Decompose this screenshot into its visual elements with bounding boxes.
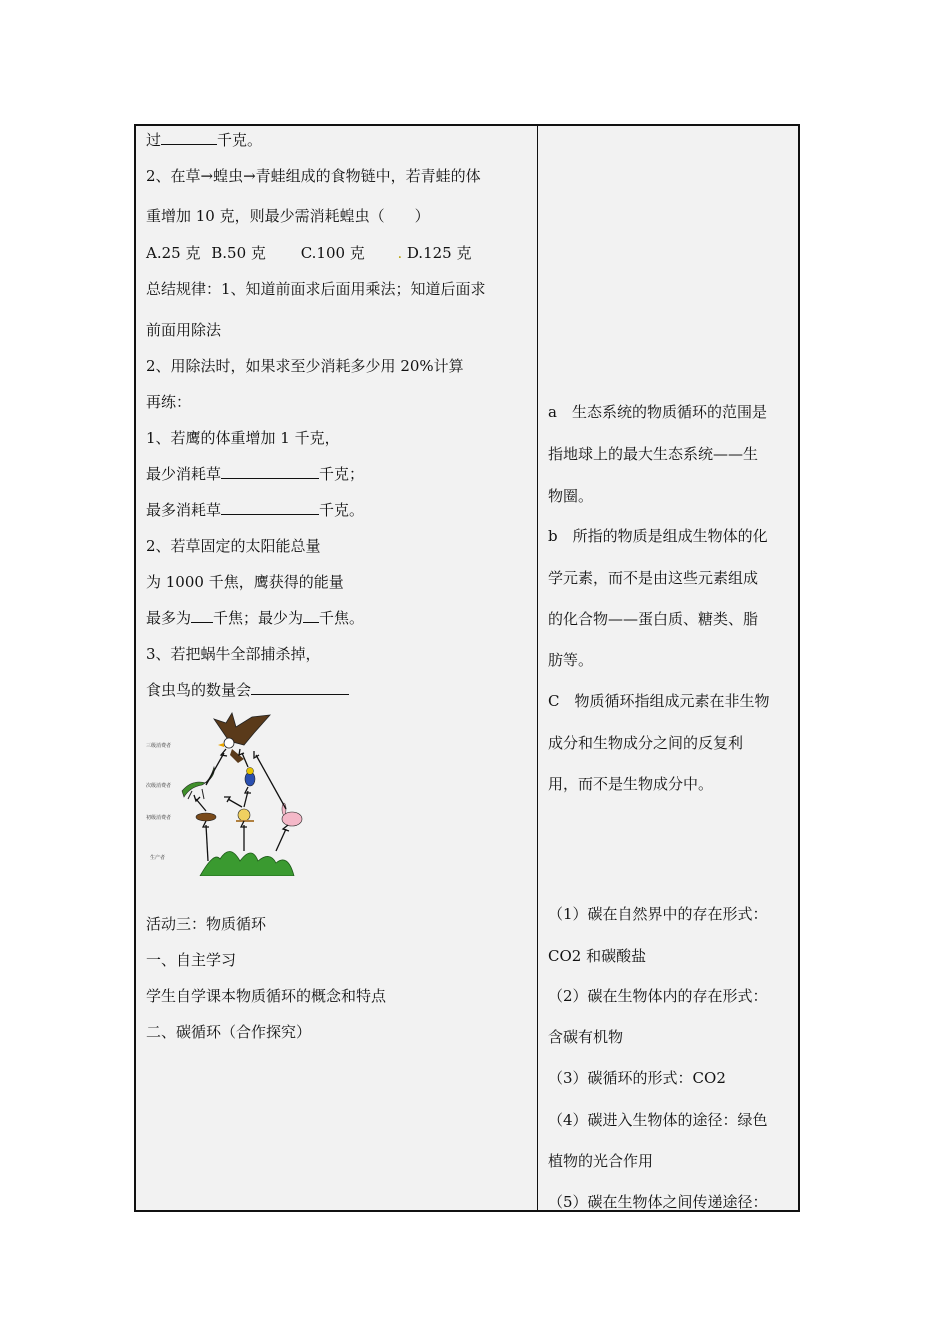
carbon-note-4-answer: 植物的光合作用 [548, 1152, 654, 1170]
note-b-line-1: b 所指的物质是组成生物体的化 [548, 527, 768, 545]
carbon-note-1-answer: CO2 和碳酸盐 [548, 947, 647, 965]
practice-2-line-2: 为 1000 千焦，鹰获得的能量 [146, 573, 344, 591]
note-b-line-2: 学元素，而不是由这些元素组成 [548, 569, 759, 587]
note-a-line-3: 物圈。 [548, 487, 594, 505]
answer-blank [161, 130, 217, 145]
option-b: B.50 克 [211, 244, 266, 262]
carbon-note-2: （2）碳在生物体内的存在形式： [548, 987, 768, 1005]
note-a-line-2: 指地球上的最大生态系统——生 [548, 445, 759, 463]
carbon-note-5: （5）碳在生物体之间传递途径： [548, 1193, 768, 1211]
answer-blank [303, 608, 319, 623]
answer-blank [251, 680, 349, 695]
carbon-cycle-heading: 二、碳循环（合作探究） [146, 1023, 312, 1041]
question-2-line-2: 重增加 10 克，则最少需消耗蝗虫（ ） [146, 207, 430, 225]
worksheet-table [134, 124, 800, 1212]
tertiary-consumer-label: 三级消费者 [146, 743, 172, 749]
secondary-consumer-label: 次级消费者 [146, 783, 172, 789]
practice-2-line: 2、若草固定的太阳能总量 [146, 537, 321, 555]
carbon-note-2-answer: 含碳有机物 [548, 1028, 624, 1046]
producer-label: 生产者 [150, 855, 166, 861]
option-a: A.25 克 [146, 244, 201, 262]
note-b-line-3: 的化合物——蛋白质、糖类、脂 [548, 610, 759, 628]
practice-2-line-3: 最多为 千焦；最少为 千焦。 [146, 609, 365, 627]
carbon-note-3: （3）碳循环的形式：CO2 [548, 1069, 726, 1087]
summary-line-2: 前面用除法 [146, 321, 222, 339]
food-web-figure [144, 711, 304, 876]
self-study-line: 学生自学课本物质循环的概念和特点 [146, 987, 387, 1005]
right-column [538, 126, 798, 1210]
caterpillar-icon [196, 813, 216, 821]
note-a-line-1: a 生态系统的物质循环的范围是 [548, 403, 767, 421]
practice-1-line: 1、若鹰的体重增加 1 千克， [146, 429, 340, 447]
line-1: 过 千克。 [146, 131, 263, 149]
practice-3-line-2: 食虫鸟的数量会 [146, 680, 349, 700]
snail-icon [236, 809, 254, 821]
question-2-line: 2、在草→蝗虫→青蛙组成的食物链中，若青蛙的体 [146, 167, 481, 185]
practice-3-line: 3、若把蜗牛全部捕杀掉， [146, 645, 321, 663]
note-c-line-3: 用，而不是生物成分中。 [548, 775, 714, 793]
practice-heading: 再练： [146, 393, 192, 411]
note-c-line-2: 成分和生物成分之间的反复利 [548, 734, 744, 752]
bird-icon [245, 768, 255, 787]
option-c: C.100 克 [300, 244, 365, 262]
self-study-heading: 一、自主学习 [146, 951, 237, 969]
primary-consumer-label: 初级消费者 [146, 815, 172, 821]
food-web-arrows [194, 749, 289, 861]
marker-dot: . [397, 246, 403, 262]
carbon-note-1: （1）碳在自然界中的存在形式： [548, 905, 768, 923]
options-line [146, 243, 471, 264]
note-c-line-1: C 物质循环指组成元素在非生物 [548, 692, 770, 710]
answer-blank [221, 464, 319, 479]
rule-2-line: 2、用除法时，如果求至少消耗多少用 20%计算 [146, 357, 464, 375]
activity-3-heading: 活动三：物质循环 [146, 915, 267, 933]
lizard-icon [182, 767, 214, 799]
summary-line: 总结规律：1、知道前面求后面用乘法；知道后面求 [146, 280, 486, 298]
practice-1-min-line: 最少消耗草 千克； [146, 465, 365, 483]
option-d: D.125 克 [406, 244, 472, 262]
carbon-note-4: （4）碳进入生物体的途径：绿色 [548, 1111, 768, 1129]
left-column [136, 126, 538, 1210]
grass-icon [200, 851, 294, 876]
answer-blank [191, 608, 213, 623]
answer-blank [221, 500, 319, 515]
practice-1-max-line: 最多消耗草 千克。 [146, 501, 365, 519]
note-b-line-4: 肪等。 [548, 651, 594, 669]
